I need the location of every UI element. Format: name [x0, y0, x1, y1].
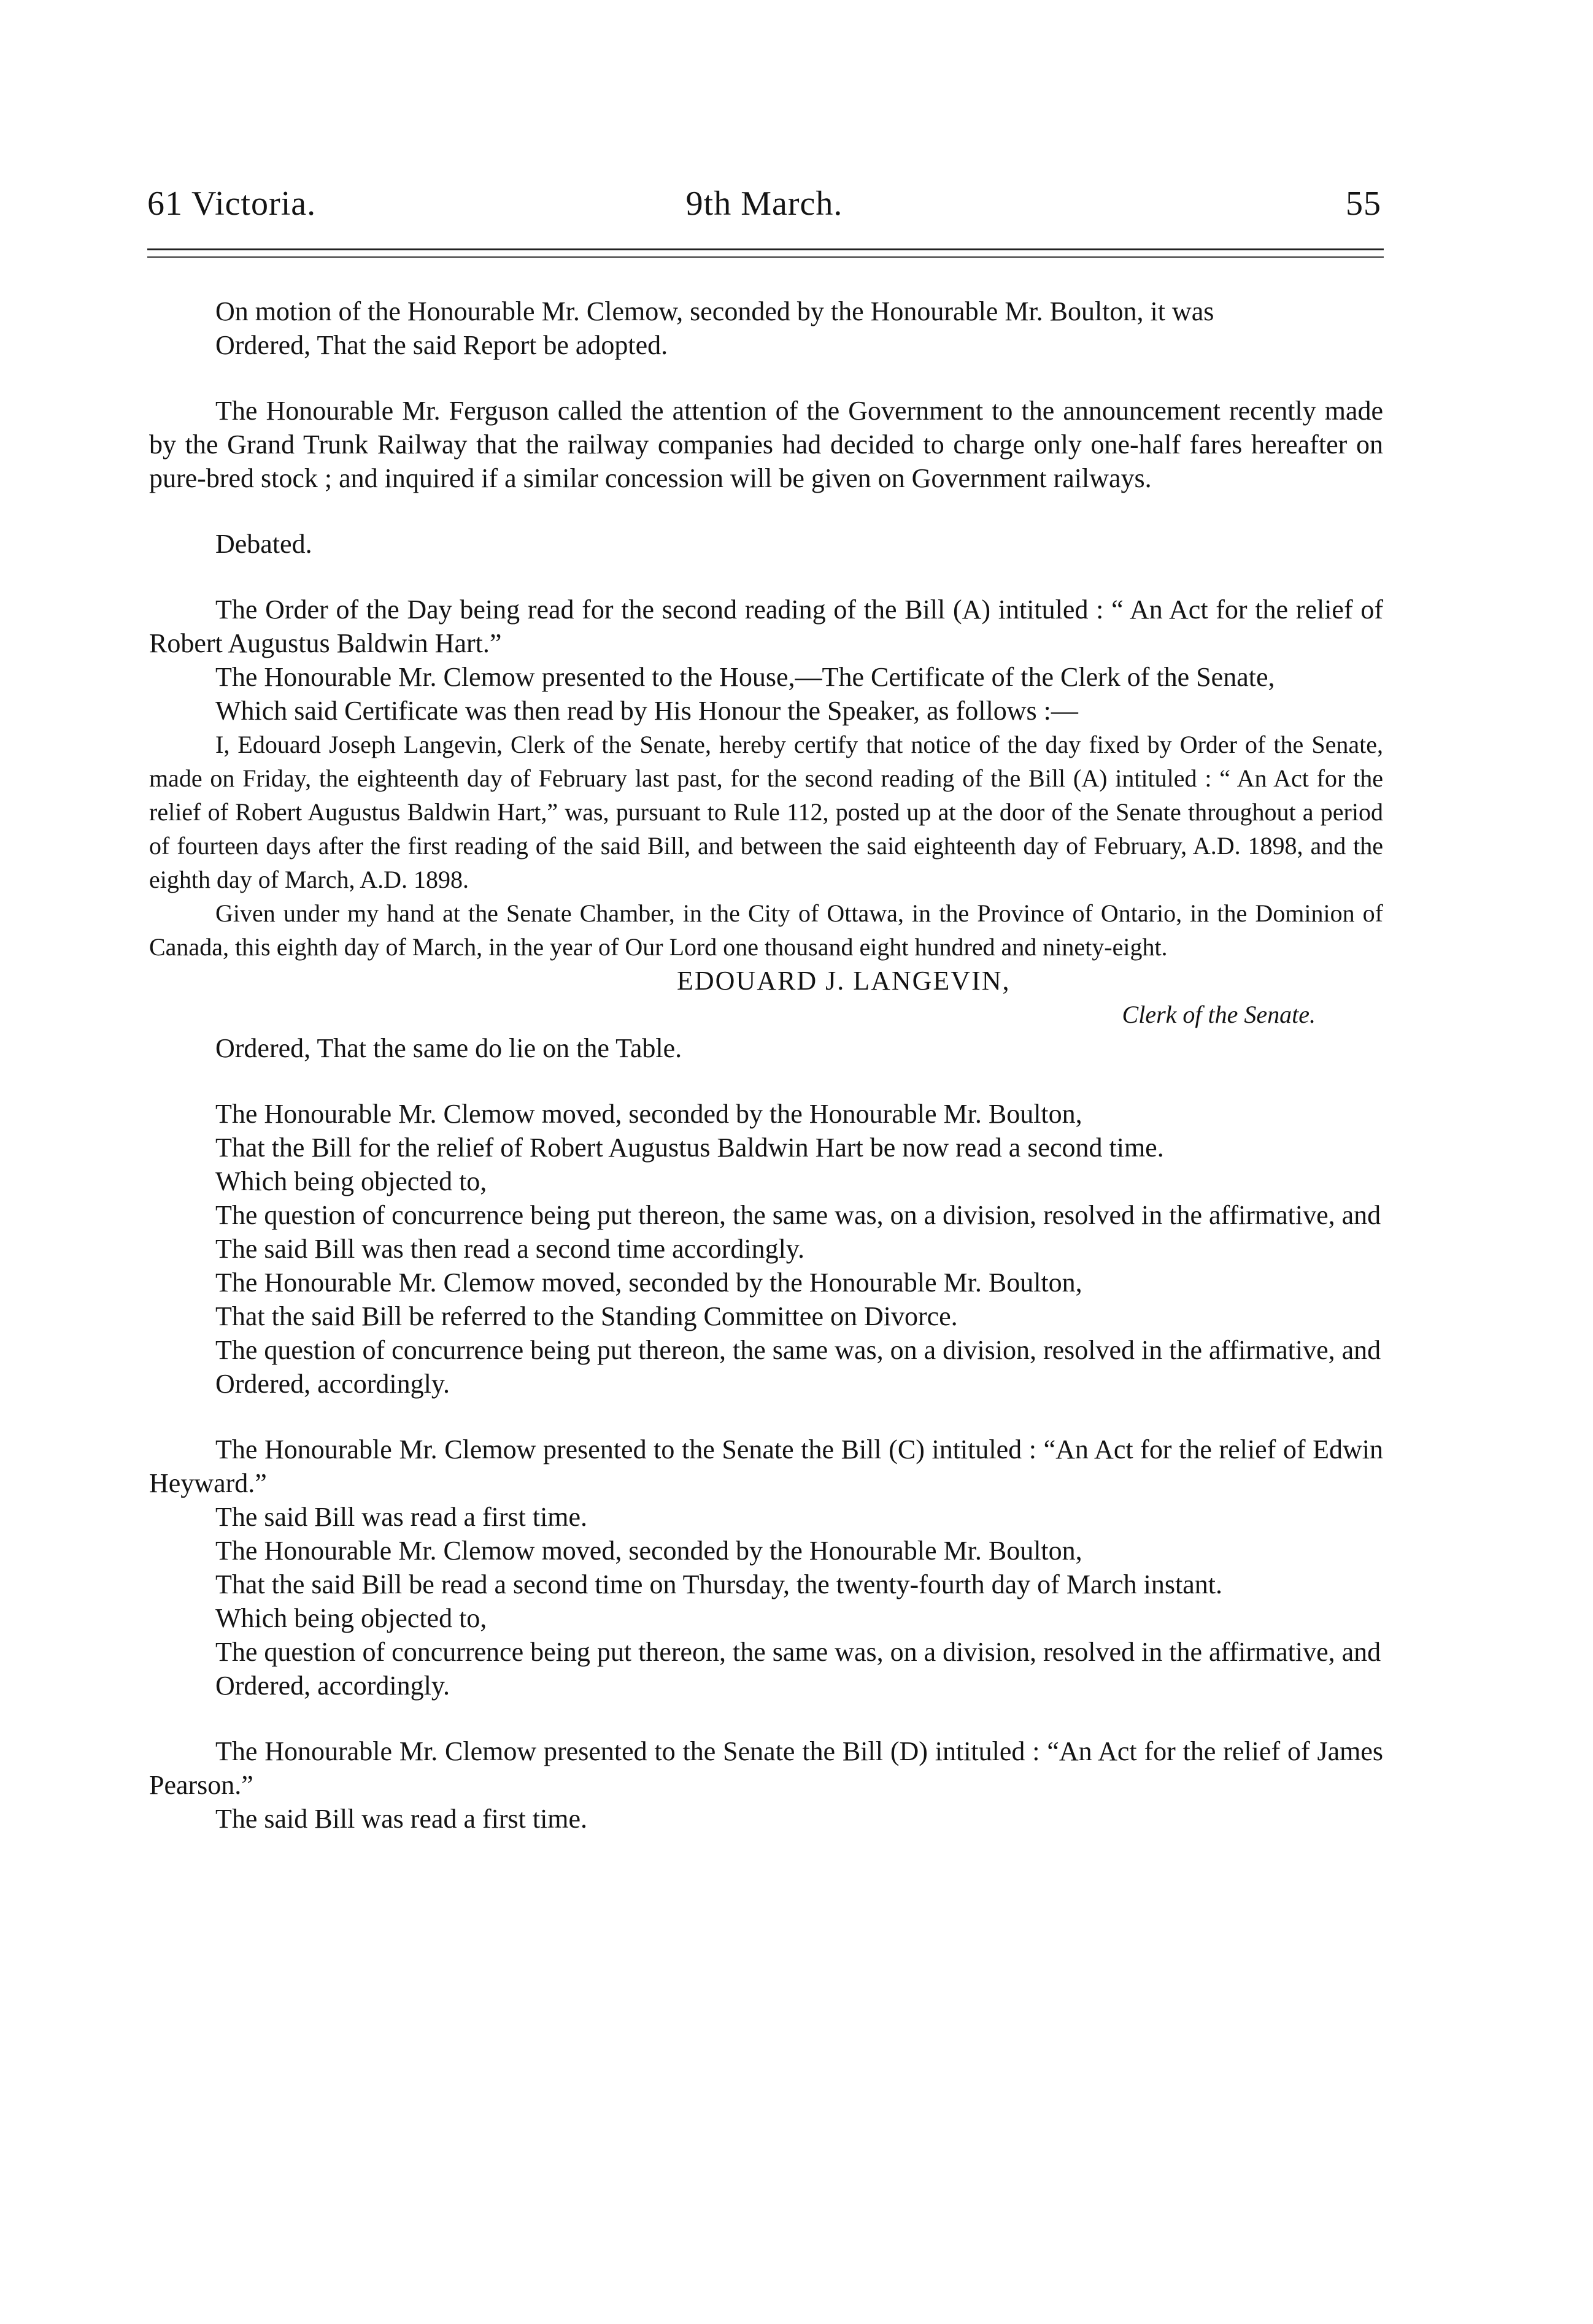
paragraph: That the Bill for the relief of Robert Augustus Baldwin Hart be now read a second time.	[215, 1133, 1164, 1163]
page-header	[147, 184, 1381, 233]
signature-title: Clerk of the Senate.	[1122, 1001, 1316, 1028]
paragraph: On motion of the Honourable Mr. Clemow, seconded by the Honourable Mr. Boulton, it was	[215, 296, 1214, 326]
journal-date: 9th March.	[685, 185, 843, 223]
header-rule	[147, 248, 1384, 250]
paragraph: The Honourable Mr. Clemow presented to the House,—The Certificate of the Clerk of the Senate,	[215, 662, 1275, 692]
paragraph: The question of concurrence being put thereon, the same was, on a division, resolved in the affirmative, and	[215, 1335, 1381, 1365]
paragraph: Ordered, accordingly.	[215, 1671, 450, 1701]
journal-body	[149, 294, 1383, 1836]
paragraph: The Honourable Mr. Clemow presented to the Senate the Bill (D) intituled : “An Act for the relief of James Pearson.”	[149, 1736, 1383, 1800]
paragraph: The Honourable Mr. Clemow moved, seconded by the Honourable Mr. Boulton,	[215, 1099, 1082, 1129]
paragraph: The Honourable Mr. Clemow moved, seconded by the Honourable Mr. Boulton,	[215, 1536, 1082, 1566]
paragraph: Ordered, That the said Report be adopted.	[215, 330, 668, 360]
paragraph: The Honourable Mr. Clemow moved, seconded by the Honourable Mr. Boulton,	[215, 1268, 1082, 1298]
paragraph: Debated.	[215, 529, 312, 559]
paragraph: The question of concurrence being put thereon, the same was, on a division, resolved in the affirmative, and	[215, 1200, 1381, 1230]
paragraph: The said Bill was read a first time.	[215, 1502, 588, 1532]
certificate-text: Given under my hand at the Senate Chamber, in the City of Ottawa, in the Province of Ontario, in the Dominion of Canada, this eighth day of March, in the year of Our Lord one thousand eight hundred and ninety-eight.	[149, 899, 1383, 961]
paragraph: Ordered, accordingly.	[215, 1369, 450, 1399]
paragraph: Which being objected to,	[215, 1166, 487, 1196]
paragraph: That the said Bill be referred to the Standing Committee on Divorce.	[215, 1301, 958, 1331]
page-number: 55	[1346, 185, 1381, 223]
paragraph: The said Bill was then read a second time accordingly.	[215, 1234, 804, 1264]
paragraph: The said Bill was read a first time.	[215, 1804, 588, 1834]
certificate-text: I, Edouard Joseph Langevin, Clerk of the Senate, hereby certify that notice of the day fixed by Order of the Senate, made on Friday, the eighteenth day of February last past, for the second reading of the Bill (A) intituled : “ An Act for the relief of Robert Augustus Baldwin Hart,” was, pursuant to Rule 112, posted up at the door of the Senate throughout a period of fourteen days after the first reading of the said Bill, and between the said eighteenth day of February, A.D. 1898, and the eighth day of March, A.D. 1898.	[149, 731, 1383, 893]
paragraph: Which being objected to,	[215, 1603, 487, 1633]
paragraph: The Honourable Mr. Ferguson called the attention of the Government to the announcement recently made by the Grand Trunk Railway that the railway companies had decided to charge only one-half fares hereafter on pure-bred stock ; and inquired if a similar concession will be given on Government railways.	[149, 396, 1383, 493]
paragraph: Ordered, That the same do lie on the Table.	[215, 1033, 682, 1063]
paragraph: The Order of the Day being read for the second reading of the Bill (A) intituled : “ An Act for the relief of Robert Augustus Baldwin Hart.”	[149, 594, 1383, 658]
paragraph: The question of concurrence being put thereon, the same was, on a division, resolved in the affirmative, and	[215, 1637, 1381, 1667]
header-rule-secondary	[147, 256, 1384, 258]
signature-name: EDOUARD J. LANGEVIN,	[677, 966, 1011, 996]
paragraph: The Honourable Mr. Clemow presented to the Senate the Bill (C) intituled : “An Act for the relief of Edwin Heyward.”	[149, 1434, 1383, 1498]
paragraph: That the said Bill be read a second time on Thursday, the twenty-fourth day of March instant.	[215, 1569, 1222, 1599]
regnal-year: 61 Victoria.	[147, 185, 317, 223]
paragraph: Which said Certificate was then read by His Honour the Speaker, as follows :—	[215, 696, 1078, 726]
